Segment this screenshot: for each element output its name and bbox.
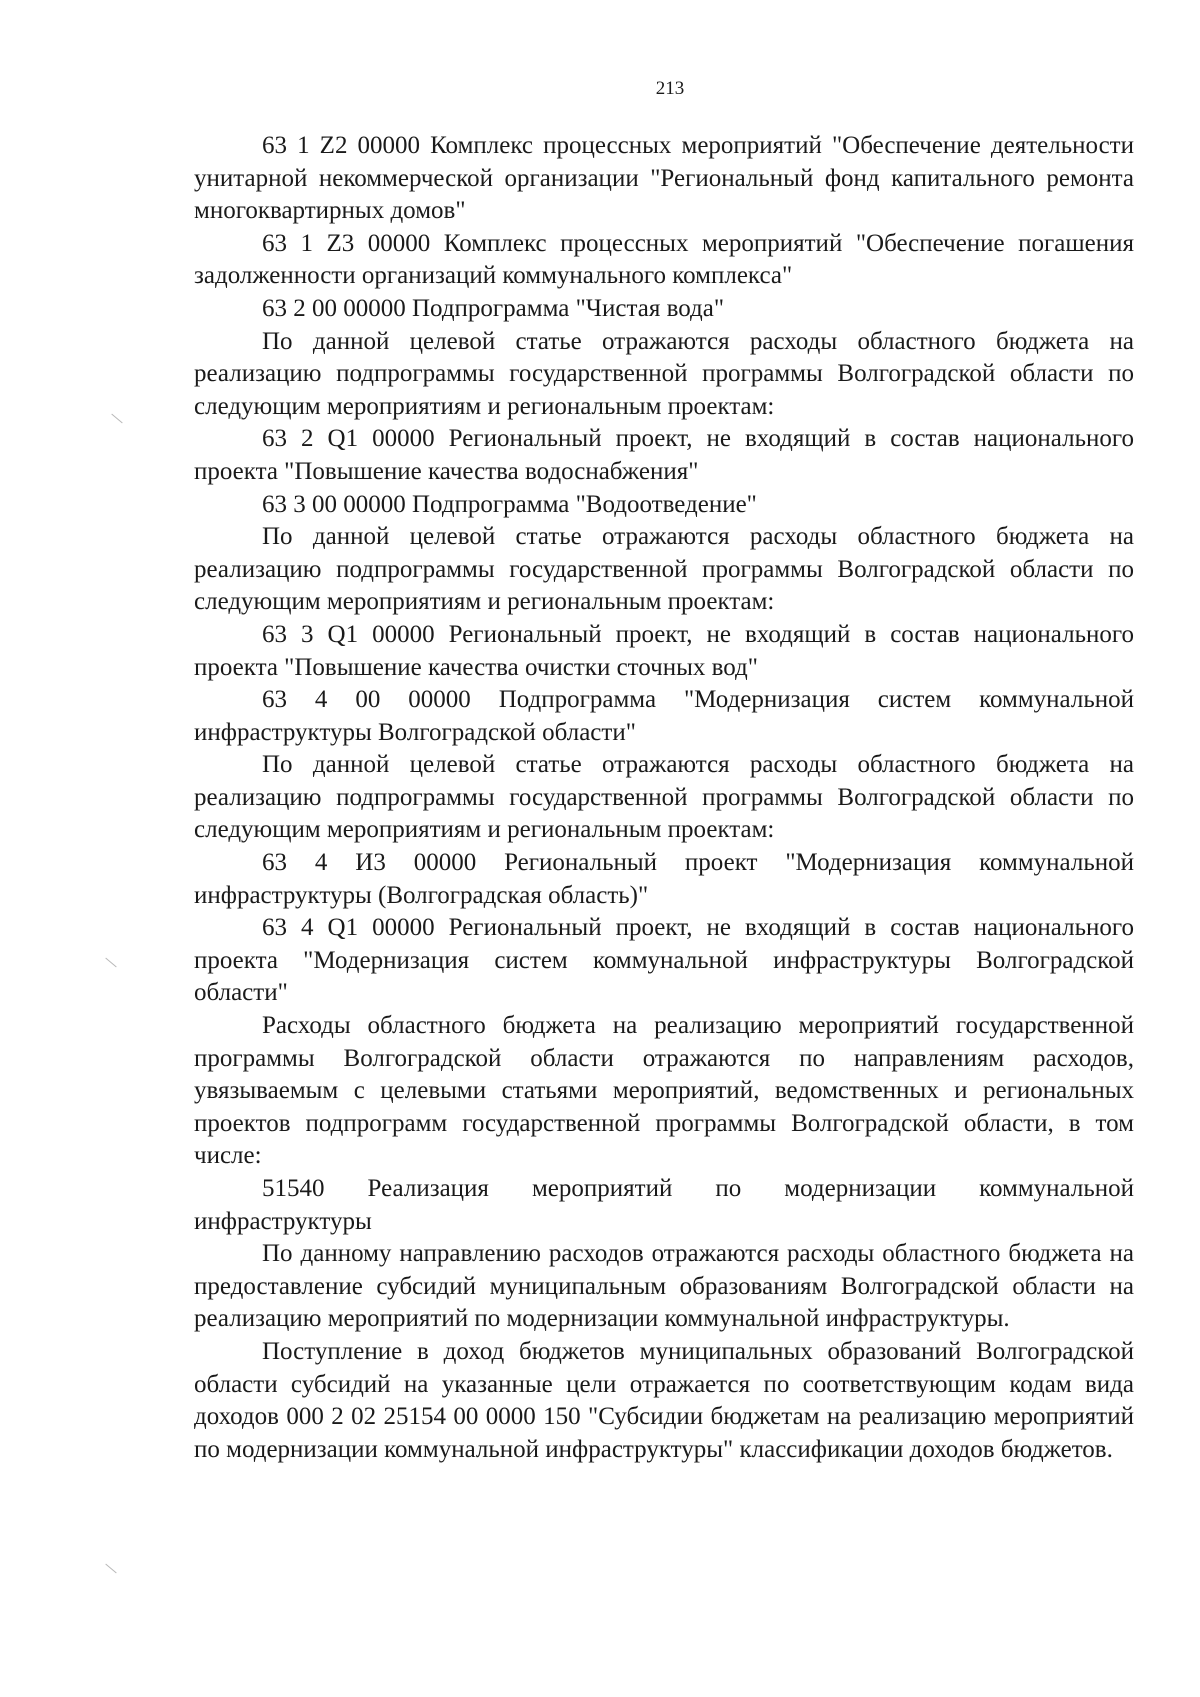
document-body bbox=[194, 130, 1134, 1466]
heading-subprogram-modernization: 63 4 00 00000 Подпрограмма "Модернизация систем коммунальной инфраструктуры Волгоградской области" bbox=[194, 686, 1134, 746]
scan-mark bbox=[105, 958, 116, 968]
paragraph-code-63-1-z2: 63 1 Z2 00000 Комплекс процессных мероприятий "Обеспечение деятельности унитарной некоммерческой организации "Региональный фонд капитального ремонта многоквартирных домов" bbox=[194, 132, 1134, 225]
scan-mark bbox=[111, 414, 122, 424]
paragraph-code-63-1-z3: 63 1 Z3 00000 Комплекс процессных мероприятий "Обеспечение погашения задолженности организаций коммунального комплекса" bbox=[194, 229, 1134, 290]
paragraph-expenditures: Расходы областного бюджета на реализацию мероприятий государственной программы Волгоградской области отражаются по направлениям расходов, увязываемым с целевыми статьями мероприятий, ведомственных и региональных проектов подпрограмм государственной программы Волгоградской области, в том числе: bbox=[194, 1012, 1134, 1170]
paragraph-description: По данной целевой статье отражаются расходы областного бюджета на реализацию подпрограммы государственной программы Волгоградской области по следующим мероприятиям и региональным проектам: bbox=[194, 327, 1134, 420]
paragraph-subsidies: По данному направлению расходов отражаются расходы областного бюджета на предоставление субсидий муниципальным образованиям Волгоградской области на реализацию мероприятий по модернизации коммунальной инфраструктуры. bbox=[194, 1240, 1134, 1333]
paragraph-code-63-3-q1: 63 3 Q1 00000 Региональный проект, не входящий в состав национального проекта "Повышение качества очистки сточных вод" bbox=[194, 620, 1134, 681]
paragraph-description: По данной целевой статье отражаются расходы областного бюджета на реализацию подпрограммы государственной программы Волгоградской области по следующим мероприятиям и региональным проектам: bbox=[194, 751, 1134, 844]
paragraph-code-63-2-q1: 63 2 Q1 00000 Региональный проект, не входящий в состав национального проекта "Повышение качества водоснабжения" bbox=[194, 425, 1134, 485]
paragraph-code-63-4-i3: 63 4 И3 00000 Региональный проект "Модернизация коммунальной инфраструктуры (Волгоградская область)" bbox=[194, 849, 1134, 909]
scan-mark bbox=[105, 1564, 116, 1574]
heading-subprogram-clean-water: 63 2 00 00000 Подпрограмма "Чистая вода" bbox=[262, 294, 725, 322]
paragraph-description: По данной целевой статье отражаются расходы областного бюджета на реализацию подпрограммы государственной программы Волгоградской области по следующим мероприятиям и региональным проектам: bbox=[194, 523, 1134, 616]
paragraph-code-63-4-q1: 63 4 Q1 00000 Региональный проект, не входящий в состав национального проекта "Модернизация систем коммунальной инфраструктуры Волгоградской области" bbox=[194, 914, 1134, 1007]
page-number: 213 bbox=[655, 78, 685, 99]
heading-subprogram-water-disposal: 63 3 00 00000 Подпрограмма "Водоотведение" bbox=[262, 490, 757, 518]
paragraph-code-51540: 51540 Реализация мероприятий по модернизации коммунальной инфраструктуры bbox=[194, 1175, 1134, 1235]
paragraph-revenue-codes: Поступление в доход бюджетов муниципальных образований Волгоградской области субсидий на указанные цели отражается по соответствующим кодам вида доходов 000 2 02 25154 00 0000 150 "Субсидии бюджетам на реализацию мероприятий по модернизации коммунальной инфраструктуры" классификации доходов бюджетов. bbox=[194, 1337, 1134, 1463]
